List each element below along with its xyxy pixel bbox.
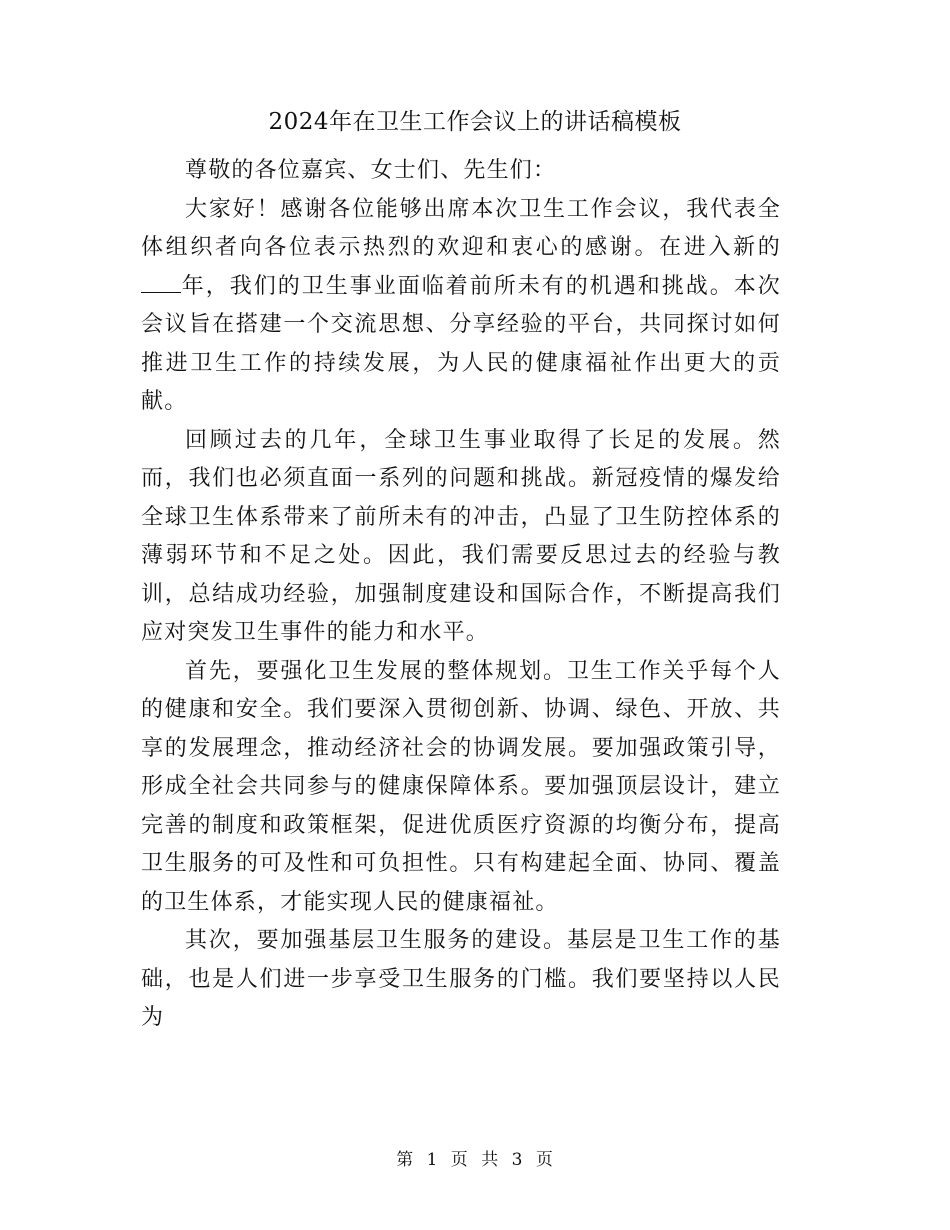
- paragraph-text: 年，我们的卫生事业面临着前所未有的机遇和挑战。本次会议旨在搭建一个交流思想、分享经验的平台，共同探讨如何推进卫生工作的持续发展，为人民的健康福祉作出更大的贡献。: [141, 273, 781, 414]
- fill-in-blank: [141, 272, 181, 293]
- document-title: 2024年在卫生工作会议上的讲话稿模板: [268, 109, 682, 135]
- paragraph: [141, 191, 781, 422]
- paragraph: 首先，要强化卫生发展的整体规划。卫生工作关乎每个人的健康和安全。我们要深入贯彻创新、协调、绿色、开放、共享的发展理念，推动经济社会的协调发展。要加强政策引导，形成全社会共同参与的健康保障体系。要加强顶层设计，建立完善的制度和政策框架，促进优质医疗资源的均衡分布，提高卫生服务的可及性和可负担性。只有构建起全面、协同、覆盖的卫生体系，才能实现人民的健康福祉。: [141, 658, 781, 915]
- paragraph-text: 大家好！感谢各位能够出席本次卫生工作会议，我代表全体组织者向各位表示热烈的欢迎和衷心的感谢。在进入新的: [141, 196, 781, 260]
- salutation: 尊敬的各位嘉宾、女士们、先生们：: [185, 158, 557, 183]
- paragraph: 其次，要加强基层卫生服务的建设。基层是卫生工作的基础，也是人们进一步享受卫生服务的门槛。我们要坚持以人民为: [141, 928, 781, 1030]
- document-body: [141, 152, 781, 1038]
- paragraph: 回顾过去的几年，全球卫生事业取得了长足的发展。然而，我们也必须直面一系列的问题和挑战。新冠疫情的爆发给全球卫生体系带来了前所未有的冲击，凸显了卫生防控体系的薄弱环节和不足之处。因此，我们需要反思过去的经验与教训，总结成功经验，加强制度建设和国际合作，不断提高我们应对突发卫生事件的能力和水平。: [141, 427, 781, 645]
- page-number: 第 1 页 共 3 页: [396, 1150, 554, 1170]
